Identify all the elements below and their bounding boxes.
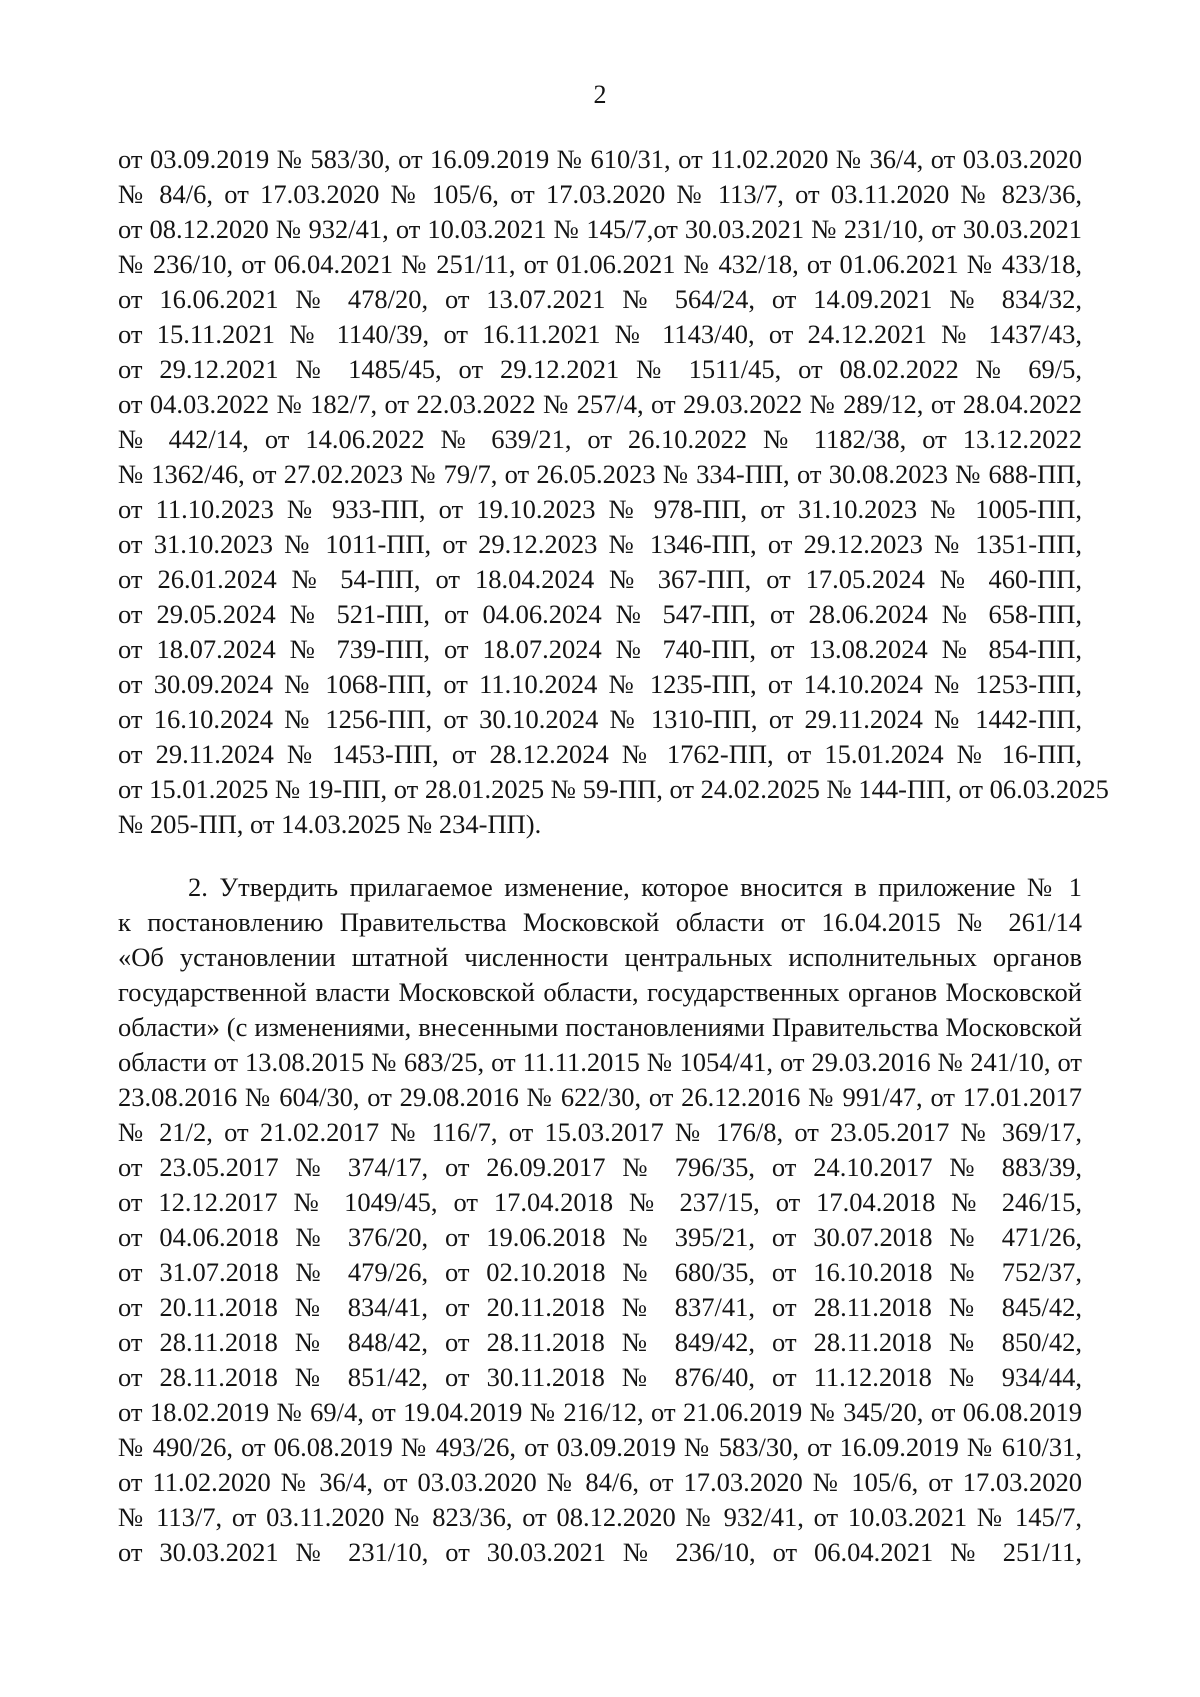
text-line: 2. Утвердить прилагаемое изменение, которое вносится в приложение № 1 <box>188 872 1082 902</box>
text-line: от 30.03.2021 № 231/10, от 30.03.2021 № 236/10, от 06.04.2021 № 251/11, <box>118 1537 1082 1567</box>
text-line: от 20.11.2018 № 834/41, от 20.11.2018 № 837/41, от 28.11.2018 № 845/42, <box>118 1292 1082 1322</box>
text-line: от 16.10.2024 № 1256-ПП, от 30.10.2024 № 1310-ПП, от 29.11.2024 № 1442-ПП, <box>118 704 1082 734</box>
text-line: № 442/14, от 14.06.2022 № 639/21, от 26.10.2022 № 1182/38, от 13.12.2022 <box>118 424 1082 454</box>
text-line: «Об установлении штатной численности центральных исполнительных органов <box>118 942 1082 972</box>
text-line: от 15.11.2021 № 1140/39, от 16.11.2021 № 1143/40, от 24.12.2021 № 1437/43, <box>118 319 1082 349</box>
text-line: от 08.12.2020 № 932/41, от 10.03.2021 № 145/7,от 30.03.2021 № 231/10, от 30.03.2021 <box>118 214 1082 244</box>
text-line: от 28.11.2018 № 848/42, от 28.11.2018 № 849/42, от 28.11.2018 № 850/42, <box>118 1327 1082 1357</box>
text-line: от 23.05.2017 № 374/17, от 26.09.2017 № 796/35, от 24.10.2017 № 883/39, <box>118 1152 1082 1182</box>
text-line: 23.08.2016 № 604/30, от 29.08.2016 № 622/30, от 26.12.2016 № 991/47, от 17.01.2017 <box>118 1082 1082 1112</box>
page-number: 2 <box>593 80 607 109</box>
paragraph-2 <box>118 870 1082 1570</box>
text-line: от 31.10.2023 № 1011-ПП, от 29.12.2023 № 1346-ПП, от 29.12.2023 № 1351-ПП, <box>118 529 1082 559</box>
text-line: от 28.11.2018 № 851/42, от 30.11.2018 № 876/40, от 11.12.2018 № 934/44, <box>118 1362 1082 1392</box>
text-line: к постановлению Правительства Московской области от 16.04.2015 № 261/14 <box>118 907 1082 937</box>
text-line: от 03.09.2019 № 583/30, от 16.09.2019 № 610/31, от 11.02.2020 № 36/4, от 03.03.2020 <box>118 144 1082 174</box>
text-line: от 04.06.2018 № 376/20, от 19.06.2018 № 395/21, от 30.07.2018 № 471/26, <box>118 1222 1082 1252</box>
text-line: № 205-ПП, от 14.03.2025 № 234-ПП). <box>118 809 542 839</box>
text-line: от 30.09.2024 № 1068-ПП, от 11.10.2024 № 1235-ПП, от 14.10.2024 № 1253-ПП, <box>118 669 1082 699</box>
text-line: от 18.07.2024 № 739-ПП, от 18.07.2024 № 740-ПП, от 13.08.2024 № 854-ПП, <box>118 634 1082 664</box>
text-line: от 12.12.2017 № 1049/45, от 17.04.2018 № 237/15, от 17.04.2018 № 246/15, <box>118 1187 1082 1217</box>
text-line: от 16.06.2021 № 478/20, от 13.07.2021 № 564/24, от 14.09.2021 № 834/32, <box>118 284 1082 314</box>
text-line: от 11.02.2020 № 36/4, от 03.03.2020 № 84/6, от 17.03.2020 № 105/6, от 17.03.2020 <box>118 1467 1082 1497</box>
text-line: № 1362/46, от 27.02.2023 № 79/7, от 26.05.2023 № 334-ПП, от 30.08.2023 № 688-ПП, <box>118 459 1082 489</box>
paragraph-1 <box>118 142 1109 842</box>
text-line: от 11.10.2023 № 933-ПП, от 19.10.2023 № 978-ПП, от 31.10.2023 № 1005-ПП, <box>118 494 1082 524</box>
text-line: от 18.02.2019 № 69/4, от 19.04.2019 № 216/12, от 21.06.2019 № 345/20, от 06.08.2019 <box>118 1397 1082 1427</box>
text-line: от 26.01.2024 № 54-ПП, от 18.04.2024 № 367-ПП, от 17.05.2024 № 460-ПП, <box>118 564 1082 594</box>
text-line: от 29.12.2021 № 1485/45, от 29.12.2021 № 1511/45, от 08.02.2022 № 69/5, <box>118 354 1082 384</box>
text-line: № 490/26, от 06.08.2019 № 493/26, от 03.09.2019 № 583/30, от 16.09.2019 № 610/31, <box>118 1432 1082 1462</box>
text-line: от 29.05.2024 № 521-ПП, от 04.06.2024 № 547-ПП, от 28.06.2024 № 658-ПП, <box>118 599 1082 629</box>
text-line: № 236/10, от 06.04.2021 № 251/11, от 01.06.2021 № 432/18, от 01.06.2021 № 433/18, <box>118 249 1082 279</box>
text-line: № 21/2, от 21.02.2017 № 116/7, от 15.03.2017 № 176/8, от 23.05.2017 № 369/17, <box>118 1117 1082 1147</box>
text-line: области от 13.08.2015 № 683/25, от 11.11.2015 № 1054/41, от 29.03.2016 № 241/10, от <box>118 1047 1082 1077</box>
text-line: от 31.07.2018 № 479/26, от 02.10.2018 № 680/35, от 16.10.2018 № 752/37, <box>118 1257 1082 1287</box>
text-line: № 84/6, от 17.03.2020 № 105/6, от 17.03.2020 № 113/7, от 03.11.2020 № 823/36, <box>118 179 1082 209</box>
text-line: государственной власти Московской области, государственных органов Московской <box>118 977 1082 1007</box>
text-line: от 15.01.2025 № 19-ПП, от 28.01.2025 № 59-ПП, от 24.02.2025 № 144-ПП, от 06.03.2025 <box>118 774 1109 804</box>
text-line: № 113/7, от 03.11.2020 № 823/36, от 08.12.2020 № 932/41, от 10.03.2021 № 145/7, <box>118 1502 1082 1532</box>
text-line: от 29.11.2024 № 1453-ПП, от 28.12.2024 № 1762-ПП, от 15.01.2024 № 16-ПП, <box>118 739 1082 769</box>
text-line: области» (с изменениями, внесенными постановлениями Правительства Московской <box>118 1012 1082 1042</box>
text-line: от 04.03.2022 № 182/7, от 22.03.2022 № 257/4, от 29.03.2022 № 289/12, от 28.04.2022 <box>118 389 1082 419</box>
